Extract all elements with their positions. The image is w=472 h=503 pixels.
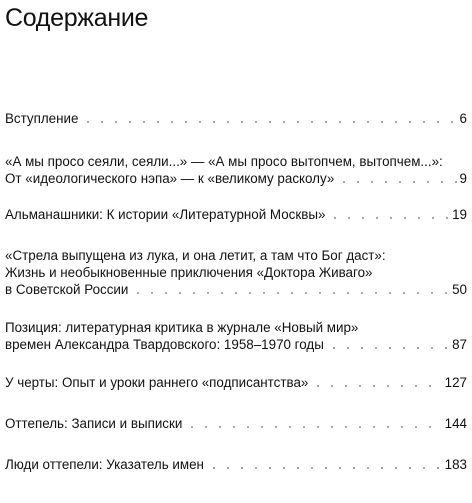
toc-entry[interactable] bbox=[5, 415, 467, 432]
dot-leader bbox=[327, 346, 449, 350]
dot-leader bbox=[337, 180, 456, 184]
dot-leader bbox=[311, 384, 441, 388]
toc-entry[interactable] bbox=[5, 206, 467, 223]
toc-entry-title-line: Оттепель: Записи и выписки bbox=[5, 416, 183, 431]
toc-entry[interactable] bbox=[5, 153, 467, 187]
toc-entry[interactable] bbox=[5, 319, 467, 353]
toc-entry-page: 19 bbox=[452, 207, 467, 222]
toc-entry-title-line: Жизнь и необыкновенные приключения «Доктора Живаго» bbox=[5, 265, 373, 280]
dot-leader bbox=[185, 425, 441, 429]
toc-entry-page: 6 bbox=[459, 111, 467, 126]
toc-entry-title-line: От «идеологического нэпа» — к «великому расколу» bbox=[5, 171, 335, 186]
toc-entry-page: 144 bbox=[444, 416, 467, 431]
toc-entry-page: 183 bbox=[444, 457, 467, 472]
dot-leader bbox=[207, 466, 442, 470]
toc-entry-title-line: в Советской России bbox=[5, 282, 129, 297]
toc-entry-title-line: времен Александра Твардовского: 1958–1970 годы bbox=[5, 337, 324, 352]
toc-entry-title-line: Позиция: литературная критика в журнале «Новый мир» bbox=[5, 320, 359, 335]
dot-leader bbox=[131, 291, 449, 295]
dot-leader bbox=[328, 216, 449, 220]
toc-entry-title-line: «Стрела выпущена из лука, и она летит, а там что Бог даст»: bbox=[5, 248, 386, 263]
toc-entry-page: 87 bbox=[452, 337, 467, 352]
toc-entry-title-line: Люди оттепели: Указатель имен bbox=[5, 457, 204, 472]
toc-entry[interactable] bbox=[5, 247, 467, 298]
toc-entry-page: 9 bbox=[459, 171, 467, 186]
toc-entry[interactable] bbox=[5, 456, 467, 473]
toc-entry-title-line: «А мы просо сеяли, сеяли...» — «А мы просо вытопчем, вытопчем...»: bbox=[5, 154, 443, 169]
toc-entry-title-line: У черты: Опыт и уроки раннего «подписантства» bbox=[5, 375, 309, 390]
page-title: Содержание bbox=[5, 4, 149, 32]
toc-entry[interactable] bbox=[5, 374, 467, 391]
toc-entry-page: 127 bbox=[444, 375, 467, 390]
toc-entry-page: 50 bbox=[452, 282, 467, 297]
toc-entry-title-line: Вступление bbox=[5, 111, 79, 126]
toc-entry-title-line: Альманашники: К истории «Литературной Москвы» bbox=[5, 207, 326, 222]
toc-entry[interactable] bbox=[5, 110, 467, 127]
dot-leader bbox=[81, 120, 456, 124]
